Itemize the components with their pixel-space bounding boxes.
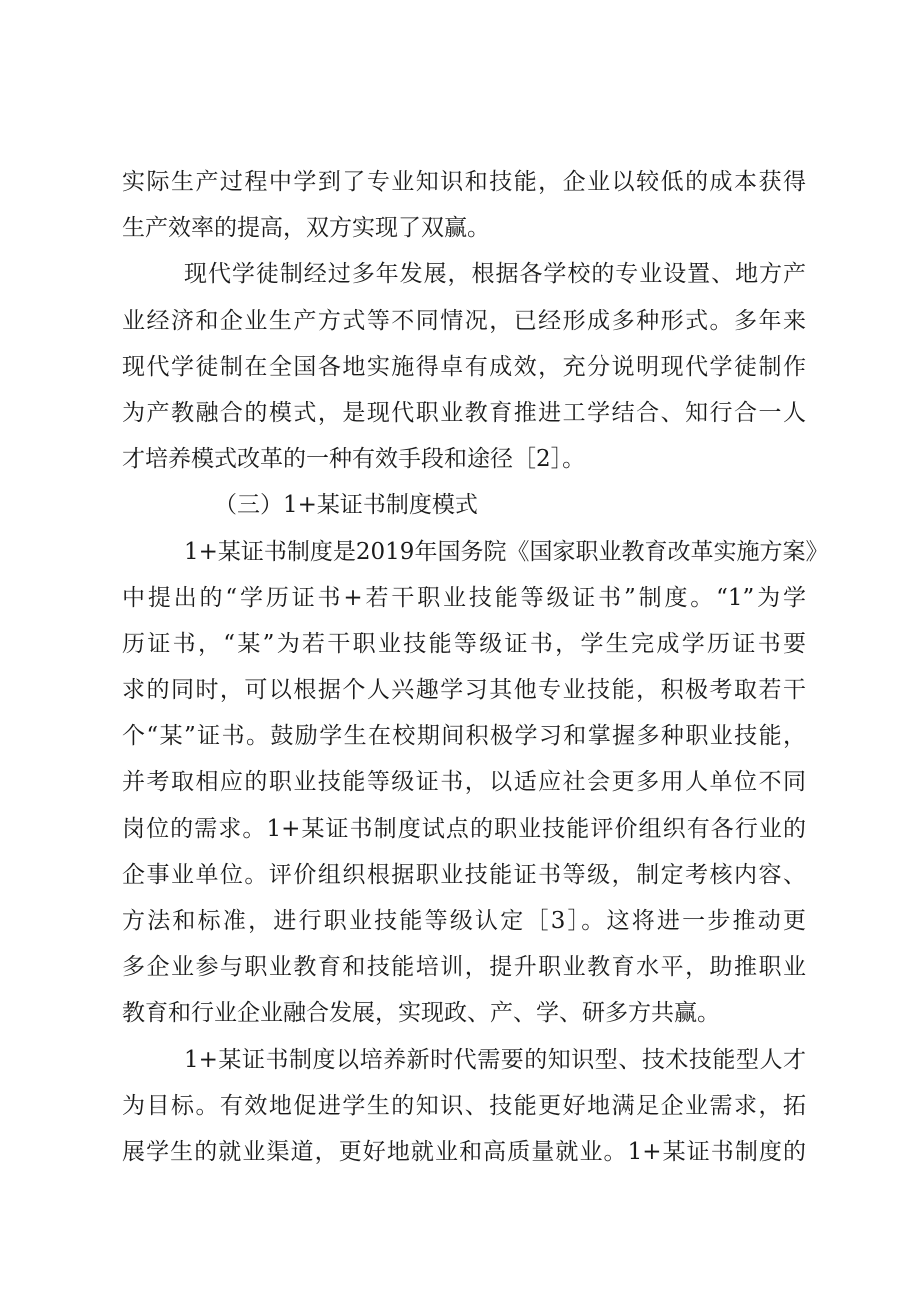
text-line: 中提出的“学历证书+若干职业技能等级证书”制度。“1”为学 bbox=[122, 584, 806, 611]
heading-text: （三）1+某证书制度模式 bbox=[214, 492, 478, 519]
text-line: 求的同时，可以根据个人兴趣学习其他专业技能，积极考取若干 bbox=[122, 677, 806, 704]
text-line: 展学生的就业渠道，更好地就业和高质量就业。1+某证书制度的 bbox=[122, 1138, 806, 1165]
text-line: 个“某”证书。鼓励学生在校期间积极学习和掌握多种职业技能， bbox=[122, 723, 806, 750]
text-line: 方法和标准，进行职业技能等级认定［3］。这将进一步推动更 bbox=[122, 908, 806, 934]
paragraph bbox=[122, 1037, 806, 1176]
text-line: 生产效率的提高，双方实现了双赢。 bbox=[122, 215, 490, 242]
text-line: 实际生产过程中学到了专业知识和技能，企业以较低的成本获得 bbox=[122, 169, 806, 195]
text-line: 岗位的需求。1+某证书制度试点的职业技能评价组织有各行业的 bbox=[122, 815, 806, 842]
text-line: 现代学徒制在全国各地实施得卓有成效，充分说明现代学徒制作 bbox=[122, 353, 806, 380]
paragraph bbox=[122, 159, 806, 251]
text-line: 多企业参与职业教育和技能培训，提升职业教育水平，助推职业 bbox=[122, 954, 806, 981]
text-line: 1+某证书制度以培养新时代需要的知识型、技术技能型人才 bbox=[184, 1046, 806, 1073]
text-line: 企事业单位。评价组织根据职业技能证书等级，制定考核内容、 bbox=[122, 861, 806, 888]
text-line: 1+某证书制度是2019年国务院《国家职业教育改革实施方案》 bbox=[184, 538, 829, 565]
text-line: 现代学徒制经过多年发展，根据各学校的专业设置、地方产 bbox=[184, 261, 806, 288]
text-line: 业经济和企业生产方式等不同情况，已经形成多种形式。多年来 bbox=[122, 307, 806, 334]
body-text bbox=[122, 159, 829, 1175]
section-heading bbox=[122, 482, 806, 528]
paragraph bbox=[122, 529, 829, 1037]
paragraph bbox=[122, 251, 806, 482]
text-line: 并考取相应的职业技能等级证书，以适应社会更多用人单位不同 bbox=[122, 769, 806, 796]
text-line: 历证书，“某”为若干职业技能等级证书，学生完成学历证书要 bbox=[122, 630, 806, 657]
text-line: 为产教融合的模式，是现代职业教育推进工学结合、知行合一人 bbox=[122, 399, 806, 426]
text-line: 教育和行业企业融合发展，实现政、产、学、研多方共赢。 bbox=[122, 1000, 720, 1027]
text-line: 才培养模式改革的一种有效手段和途径［2］。 bbox=[122, 446, 586, 473]
text-line: 为目标。有效地促进学生的知识、技能更好地满足企业需求，拓 bbox=[122, 1092, 806, 1119]
